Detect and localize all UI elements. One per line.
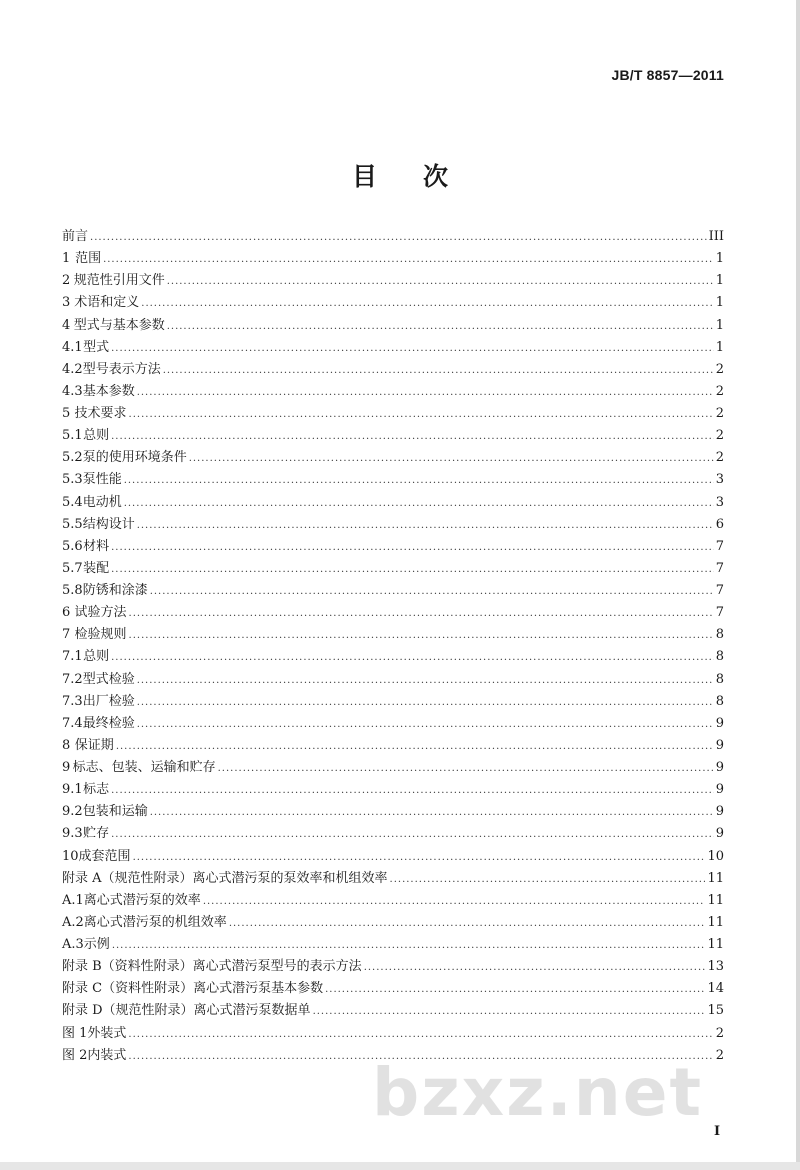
toc-entry-label: 总则 bbox=[83, 649, 110, 665]
toc-entry-page: 15 bbox=[707, 1003, 724, 1019]
toc-entry-page: 3 bbox=[715, 494, 724, 510]
toc-entry-number: 4.2 bbox=[62, 361, 83, 377]
toc-entry-page: 9 bbox=[715, 804, 724, 820]
toc-entry-page: 1 bbox=[715, 317, 724, 333]
toc-entry[interactable] bbox=[62, 846, 724, 868]
toc-entry[interactable] bbox=[62, 514, 724, 536]
toc-entry[interactable] bbox=[62, 691, 724, 713]
toc-entry-page: 7 bbox=[715, 538, 724, 554]
toc-entry-label: 包装和运输 bbox=[82, 804, 148, 820]
toc-entry-number: 5.7 bbox=[62, 560, 83, 576]
toc-entry-page: 9 bbox=[715, 760, 724, 775]
toc-entry-number: 7.4 bbox=[62, 715, 83, 731]
toc-entry-page: 2 bbox=[715, 1025, 724, 1041]
dot-leader bbox=[129, 625, 714, 647]
dot-leader bbox=[128, 1024, 713, 1046]
dot-leader bbox=[111, 647, 714, 669]
dot-leader bbox=[111, 426, 714, 448]
toc-entry-label: 出厂检验 bbox=[82, 693, 135, 709]
toc-entry-label: 装配 bbox=[83, 560, 110, 576]
toc-entry[interactable] bbox=[62, 624, 724, 646]
dot-leader bbox=[325, 979, 705, 1001]
toc-entry[interactable] bbox=[62, 492, 724, 514]
dot-leader bbox=[189, 448, 714, 470]
dot-leader bbox=[137, 670, 714, 692]
dot-leader bbox=[133, 847, 706, 869]
toc-entry[interactable] bbox=[62, 757, 724, 779]
toc-entry[interactable] bbox=[62, 381, 724, 403]
toc-entry-label: 附录 D（规范性附录）离心式潜污泵数据单 bbox=[62, 1003, 311, 1019]
page-edge-bottom bbox=[0, 1162, 800, 1170]
toc-entry-label: 型式与基本参数 bbox=[73, 317, 165, 333]
toc-entry-label: 防锈和涂漆 bbox=[82, 583, 148, 598]
toc-entry-number: 图 1 bbox=[62, 1025, 88, 1041]
dot-leader bbox=[313, 1001, 706, 1023]
toc-entry-page: 3 bbox=[715, 472, 724, 488]
toc-entry[interactable] bbox=[62, 890, 724, 912]
toc-entry-label: 型式检验 bbox=[82, 671, 135, 687]
toc-entry-page: 8 bbox=[715, 671, 724, 687]
dot-leader bbox=[137, 382, 714, 404]
toc-entry-number: 9.3 bbox=[62, 826, 83, 842]
toc-entry-page: 2 bbox=[715, 361, 724, 377]
toc-entry-number: 5.3 bbox=[62, 472, 83, 488]
toc-entry[interactable] bbox=[62, 1023, 724, 1045]
toc-entry[interactable] bbox=[62, 978, 724, 1000]
toc-entry-page: 2 bbox=[715, 450, 724, 466]
dot-leader bbox=[116, 736, 714, 758]
toc-entry[interactable] bbox=[62, 669, 724, 691]
toc-entry-label: 标志 bbox=[83, 782, 110, 798]
dot-leader bbox=[364, 957, 706, 979]
toc-entry[interactable] bbox=[62, 248, 724, 270]
toc-entry-page: 8 bbox=[715, 649, 724, 665]
toc-entry[interactable] bbox=[62, 779, 724, 801]
toc-entry-page: 1 bbox=[715, 273, 724, 289]
dot-leader bbox=[218, 758, 714, 780]
dot-leader bbox=[390, 869, 706, 891]
toc-entry-page: 2 bbox=[715, 428, 724, 444]
toc-entry-page: 2 bbox=[715, 406, 724, 421]
toc-entry[interactable] bbox=[62, 735, 724, 757]
dot-leader bbox=[137, 692, 714, 714]
dot-leader bbox=[111, 559, 714, 581]
toc-entry-label: 最终检验 bbox=[82, 715, 135, 731]
toc-entry-number: 7 bbox=[62, 627, 71, 643]
toc-entry-page: 8 bbox=[715, 693, 724, 709]
toc-entry-label: 总则 bbox=[83, 428, 110, 444]
toc-entry-label: 基本参数 bbox=[82, 383, 135, 399]
toc-entry-label: 附录 A（规范性附录）离心式潜污泵的泵效率和机组效率 bbox=[62, 870, 388, 886]
toc-entry-label: 泵的使用环境条件 bbox=[82, 450, 187, 466]
toc-entry-number: 4.3 bbox=[62, 383, 83, 399]
toc-entry-page: 13 bbox=[707, 959, 724, 975]
toc-entry-label: 内装式 bbox=[87, 1047, 127, 1063]
toc-entry-label: 前言 bbox=[62, 229, 89, 244]
toc-entry-label: 外装式 bbox=[87, 1025, 127, 1041]
toc-entry[interactable] bbox=[62, 292, 724, 314]
dot-leader bbox=[111, 780, 714, 802]
toc-entry-number: 10 bbox=[62, 848, 79, 864]
dot-leader bbox=[229, 913, 706, 935]
toc-entry-label: 泵性能 bbox=[82, 472, 122, 488]
toc-entry-label: 材料 bbox=[83, 538, 110, 554]
dot-leader bbox=[137, 714, 714, 736]
toc-entry-page: 9 bbox=[715, 782, 724, 798]
toc-entry-label: 结构设计 bbox=[82, 516, 135, 532]
toc-entry-number: 4.1 bbox=[62, 339, 83, 355]
toc-entry[interactable] bbox=[62, 801, 724, 823]
toc-entry-label: 检验规则 bbox=[74, 627, 127, 643]
toc-entry-number: 3 bbox=[62, 295, 71, 311]
toc-entry-number: 5.5 bbox=[62, 516, 83, 532]
toc-entry-number: 8 bbox=[62, 737, 71, 753]
toc-entry-page: 8 bbox=[715, 627, 724, 643]
toc-entry-page: 11 bbox=[707, 914, 724, 930]
watermark: bzxz.net bbox=[372, 1054, 704, 1131]
toc-entry[interactable] bbox=[62, 713, 724, 735]
toc-entry[interactable] bbox=[62, 868, 724, 890]
standard-code: JB/T 8857—2011 bbox=[611, 67, 724, 83]
toc-entry-label: 电动机 bbox=[82, 494, 122, 510]
dot-leader bbox=[150, 581, 714, 603]
toc-entry-page: 7 bbox=[715, 605, 724, 621]
toc-entry-number: 7.3 bbox=[62, 693, 83, 709]
table-of-contents bbox=[62, 226, 724, 1067]
toc-entry-label: 离心式潜污泵的效率 bbox=[83, 892, 201, 908]
toc-entry-page: 7 bbox=[715, 583, 724, 598]
toc-entry-number: 1 bbox=[62, 251, 71, 267]
toc-entry-number: A.1 bbox=[62, 892, 84, 908]
toc-entry-page: 2 bbox=[715, 383, 724, 399]
toc-entry-number: 7.2 bbox=[62, 671, 83, 687]
toc-entry[interactable] bbox=[62, 646, 724, 668]
toc-entry-page: 11 bbox=[707, 892, 724, 908]
toc-entry-label: 范围 bbox=[75, 251, 102, 267]
toc-entry-page: 11 bbox=[707, 937, 724, 952]
toc-entry-number: 2 bbox=[62, 273, 71, 289]
toc-entry-page: 1 bbox=[715, 295, 724, 311]
toc-entry[interactable] bbox=[62, 1000, 724, 1022]
toc-entry-label: 附录 B（资料性附录）离心式潜污泵型号的表示方法 bbox=[62, 959, 362, 975]
toc-entry-label: 试验方法 bbox=[74, 605, 127, 621]
toc-entry[interactable] bbox=[62, 934, 724, 956]
toc-entry-label: 标志、包装、运输和贮存 bbox=[72, 760, 216, 775]
toc-entry-number: 5.2 bbox=[62, 450, 83, 466]
dot-leader bbox=[167, 316, 714, 338]
toc-entry-label: 附录 C（资料性附录）离心式潜污泵基本参数 bbox=[62, 981, 324, 997]
toc-entry-page: 2 bbox=[715, 1047, 724, 1063]
toc-entry[interactable] bbox=[62, 447, 724, 469]
toc-entry-page: 7 bbox=[715, 560, 724, 576]
dot-leader bbox=[111, 338, 714, 360]
toc-entry-number: 9.1 bbox=[62, 782, 83, 798]
toc-entry[interactable] bbox=[62, 359, 724, 381]
toc-entry-label: 保证期 bbox=[74, 737, 114, 753]
dot-leader bbox=[124, 493, 714, 515]
toc-entry-number: 7.1 bbox=[62, 649, 83, 665]
toc-entry-page: 9 bbox=[715, 737, 724, 753]
toc-entry-page: 9 bbox=[715, 715, 724, 731]
toc-entry-number: 5.1 bbox=[62, 428, 83, 444]
dot-leader bbox=[137, 515, 714, 537]
page-title bbox=[0, 157, 800, 193]
toc-entry-number: 4 bbox=[62, 317, 71, 333]
toc-entry-number: A.3 bbox=[62, 937, 84, 952]
toc-entry-label: 型式 bbox=[83, 339, 110, 355]
dot-leader bbox=[163, 360, 714, 382]
toc-entry-page: 14 bbox=[707, 981, 724, 997]
toc-entry-label: 规范性引用文件 bbox=[73, 273, 165, 289]
toc-entry-label: 术语和定义 bbox=[74, 295, 140, 311]
dot-leader bbox=[129, 404, 714, 426]
toc-entry-label: 贮存 bbox=[83, 826, 110, 842]
title-char-2: 次 bbox=[423, 162, 449, 191]
toc-entry-number: 9.2 bbox=[62, 804, 83, 820]
toc-entry-page: 1 bbox=[715, 339, 724, 355]
toc-entry-page: 6 bbox=[715, 516, 724, 532]
toc-entry[interactable] bbox=[62, 602, 724, 624]
dot-leader bbox=[203, 891, 706, 913]
toc-entry[interactable] bbox=[62, 912, 724, 934]
toc-entry-label: 型号表示方法 bbox=[82, 361, 161, 377]
dot-leader bbox=[129, 603, 714, 625]
toc-entry-number: 5.4 bbox=[62, 494, 83, 510]
toc-entry-page: 1 bbox=[715, 251, 724, 267]
toc-entry-label: 示例 bbox=[83, 937, 110, 952]
dot-leader bbox=[150, 802, 714, 824]
toc-entry-label: 离心式潜污泵的机组效率 bbox=[83, 914, 227, 930]
dot-leader bbox=[141, 293, 713, 315]
toc-entry[interactable] bbox=[62, 558, 724, 580]
toc-entry[interactable] bbox=[62, 403, 724, 425]
dot-leader bbox=[111, 824, 714, 846]
dot-leader bbox=[111, 537, 714, 559]
toc-entry[interactable] bbox=[62, 315, 724, 337]
toc-entry-number: 5.6 bbox=[62, 538, 83, 554]
toc-entry-label: 技术要求 bbox=[74, 406, 127, 421]
toc-entry[interactable] bbox=[62, 536, 724, 558]
toc-entry[interactable] bbox=[62, 580, 724, 602]
toc-entry-number: 9 bbox=[62, 760, 71, 775]
toc-entry[interactable] bbox=[62, 425, 724, 447]
title-char-1: 目 bbox=[351, 162, 377, 191]
toc-entry-page: 11 bbox=[707, 870, 724, 886]
toc-entry-number: 5.8 bbox=[62, 583, 83, 598]
toc-entry-page: III bbox=[708, 229, 724, 244]
toc-entry[interactable] bbox=[62, 226, 724, 248]
toc-entry-page: 10 bbox=[707, 848, 724, 864]
toc-entry-number: A.2 bbox=[62, 914, 84, 930]
toc-entry[interactable] bbox=[62, 469, 724, 491]
toc-entry-number: 6 bbox=[62, 605, 71, 621]
dot-leader bbox=[167, 271, 714, 293]
dot-leader bbox=[103, 249, 714, 271]
toc-entry-label: 成套范围 bbox=[78, 848, 131, 864]
dot-leader bbox=[90, 227, 707, 249]
toc-entry-number: 5 bbox=[62, 406, 71, 421]
dot-leader bbox=[112, 935, 706, 957]
toc-entry[interactable] bbox=[62, 337, 724, 359]
toc-entry[interactable] bbox=[62, 823, 724, 845]
toc-entry[interactable] bbox=[62, 956, 724, 978]
dot-leader bbox=[124, 470, 714, 492]
toc-entry[interactable] bbox=[62, 270, 724, 292]
page-number: I bbox=[714, 1124, 721, 1139]
toc-entry-page: 9 bbox=[715, 826, 724, 842]
toc-entry-number: 图 2 bbox=[62, 1047, 88, 1063]
